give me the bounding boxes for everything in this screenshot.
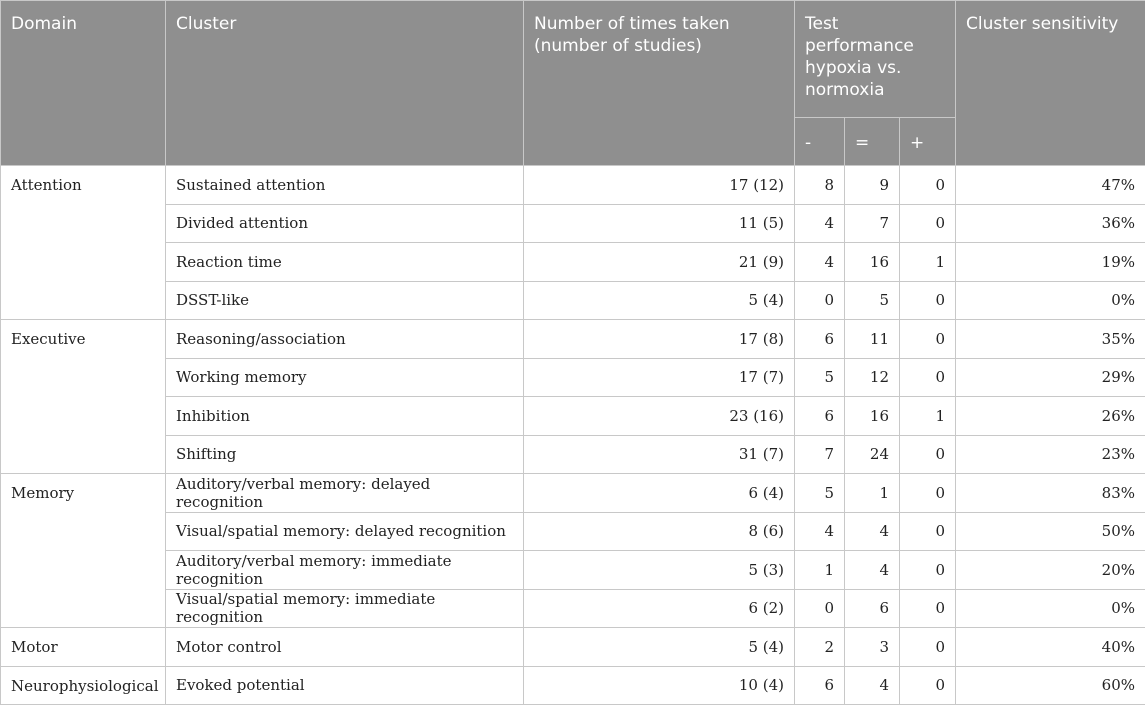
header-test-performance: Test performance hypoxia vs. normoxia [795,1,956,118]
sensitivity-cell: 19% [956,243,1145,282]
equal-cell: 6 [845,589,900,628]
equal-cell: 4 [845,666,900,705]
equal-cell: 4 [845,512,900,551]
times-cell: 8 (6) [524,512,795,551]
domain-cell: Neurophysiological [1,666,166,705]
cluster-cell: Inhibition [166,397,524,436]
equal-cell: 12 [845,358,900,397]
plus-cell: 0 [900,204,956,243]
equal-cell: 24 [845,435,900,474]
cluster-cell: Shifting [166,435,524,474]
plus-cell: 0 [900,320,956,359]
cluster-cell: Motor control [166,628,524,667]
plus-cell: 0 [900,474,956,513]
times-cell: 17 (7) [524,358,795,397]
cluster-cell: Reaction time [166,243,524,282]
times-cell: 17 (8) [524,320,795,359]
times-cell: 11 (5) [524,204,795,243]
sensitivity-cell: 35% [956,320,1145,359]
cluster-cell: Auditory/verbal memory: immediate recognition [166,551,524,590]
cluster-cell: Evoked potential [166,666,524,705]
minus-cell: 2 [795,628,845,667]
times-cell: 5 (3) [524,551,795,590]
cluster-cell: Divided attention [166,204,524,243]
table-row [1,435,1145,474]
table-row [1,512,1145,551]
sensitivity-cell: 29% [956,358,1145,397]
cluster-cell: Auditory/verbal memory: delayed recognition [166,474,524,513]
minus-cell: 0 [795,281,845,320]
times-cell: 17 (12) [524,166,795,205]
minus-cell: 0 [795,589,845,628]
header-sensitivity: Cluster sensitivity [956,1,1145,166]
minus-cell: 4 [795,512,845,551]
minus-cell: 4 [795,204,845,243]
minus-cell: 7 [795,435,845,474]
sensitivity-cell: 23% [956,435,1145,474]
minus-cell: 6 [795,397,845,436]
plus-cell: 0 [900,358,956,397]
equal-cell: 5 [845,281,900,320]
table-row [1,474,1145,513]
plus-cell: 0 [900,281,956,320]
sensitivity-cell: 60% [956,666,1145,705]
table-row [1,666,1145,705]
times-cell: 31 (7) [524,435,795,474]
equal-cell: 4 [845,551,900,590]
cluster-cell: Visual/spatial memory: delayed recognition [166,512,524,551]
sensitivity-cell: 0% [956,281,1145,320]
minus-cell: 5 [795,474,845,513]
plus-cell: 0 [900,589,956,628]
table-row [1,397,1145,436]
sensitivity-cell: 83% [956,474,1145,513]
plus-cell: 1 [900,243,956,282]
equal-cell: 3 [845,628,900,667]
equal-cell: 16 [845,397,900,436]
equal-cell: 11 [845,320,900,359]
sensitivity-cell: 40% [956,628,1145,667]
sensitivity-cell: 20% [956,551,1145,590]
times-cell: 23 (16) [524,397,795,436]
times-cell: 6 (4) [524,474,795,513]
table-row [1,589,1145,628]
equal-cell: 7 [845,204,900,243]
equal-cell: 1 [845,474,900,513]
cluster-cell: Working memory [166,358,524,397]
minus-cell: 1 [795,551,845,590]
table-row [1,320,1145,359]
sensitivity-cell: 47% [956,166,1145,205]
minus-cell: 4 [795,243,845,282]
domain-cell: Memory [1,474,166,628]
plus-cell: 0 [900,551,956,590]
header-cluster: Cluster [166,1,524,166]
plus-cell: 0 [900,666,956,705]
header-row [1,1,1145,118]
sensitivity-cell: 50% [956,512,1145,551]
minus-cell: 5 [795,358,845,397]
plus-cell: 0 [900,512,956,551]
table-row [1,204,1145,243]
table-row [1,551,1145,590]
times-cell: 5 (4) [524,628,795,667]
header-equal: = [845,118,900,166]
plus-cell: 0 [900,166,956,205]
cluster-cell: DSST-like [166,281,524,320]
cluster-cell: Reasoning/association [166,320,524,359]
cluster-cell: Visual/spatial memory: immediate recognition [166,589,524,628]
times-cell: 10 (4) [524,666,795,705]
equal-cell: 16 [845,243,900,282]
table-row [1,281,1145,320]
minus-cell: 6 [795,666,845,705]
sensitivity-cell: 36% [956,204,1145,243]
sensitivity-cell: 0% [956,589,1145,628]
table-row [1,628,1145,667]
times-cell: 6 (2) [524,589,795,628]
plus-cell: 0 [900,628,956,667]
header-domain: Domain [1,1,166,166]
plus-cell: 0 [900,435,956,474]
domain-cell: Motor [1,628,166,667]
domain-cell: Attention [1,166,166,320]
header-minus: - [795,118,845,166]
domain-cell: Executive [1,320,166,474]
sensitivity-cell: 26% [956,397,1145,436]
cluster-cell: Sustained attention [166,166,524,205]
times-cell: 21 (9) [524,243,795,282]
header-times-taken: Number of times taken (number of studies) [524,1,795,166]
table-row [1,358,1145,397]
table-row [1,166,1145,205]
equal-cell: 9 [845,166,900,205]
minus-cell: 8 [795,166,845,205]
table-row [1,243,1145,282]
header-plus: + [900,118,956,166]
plus-cell: 1 [900,397,956,436]
times-cell: 5 (4) [524,281,795,320]
minus-cell: 6 [795,320,845,359]
